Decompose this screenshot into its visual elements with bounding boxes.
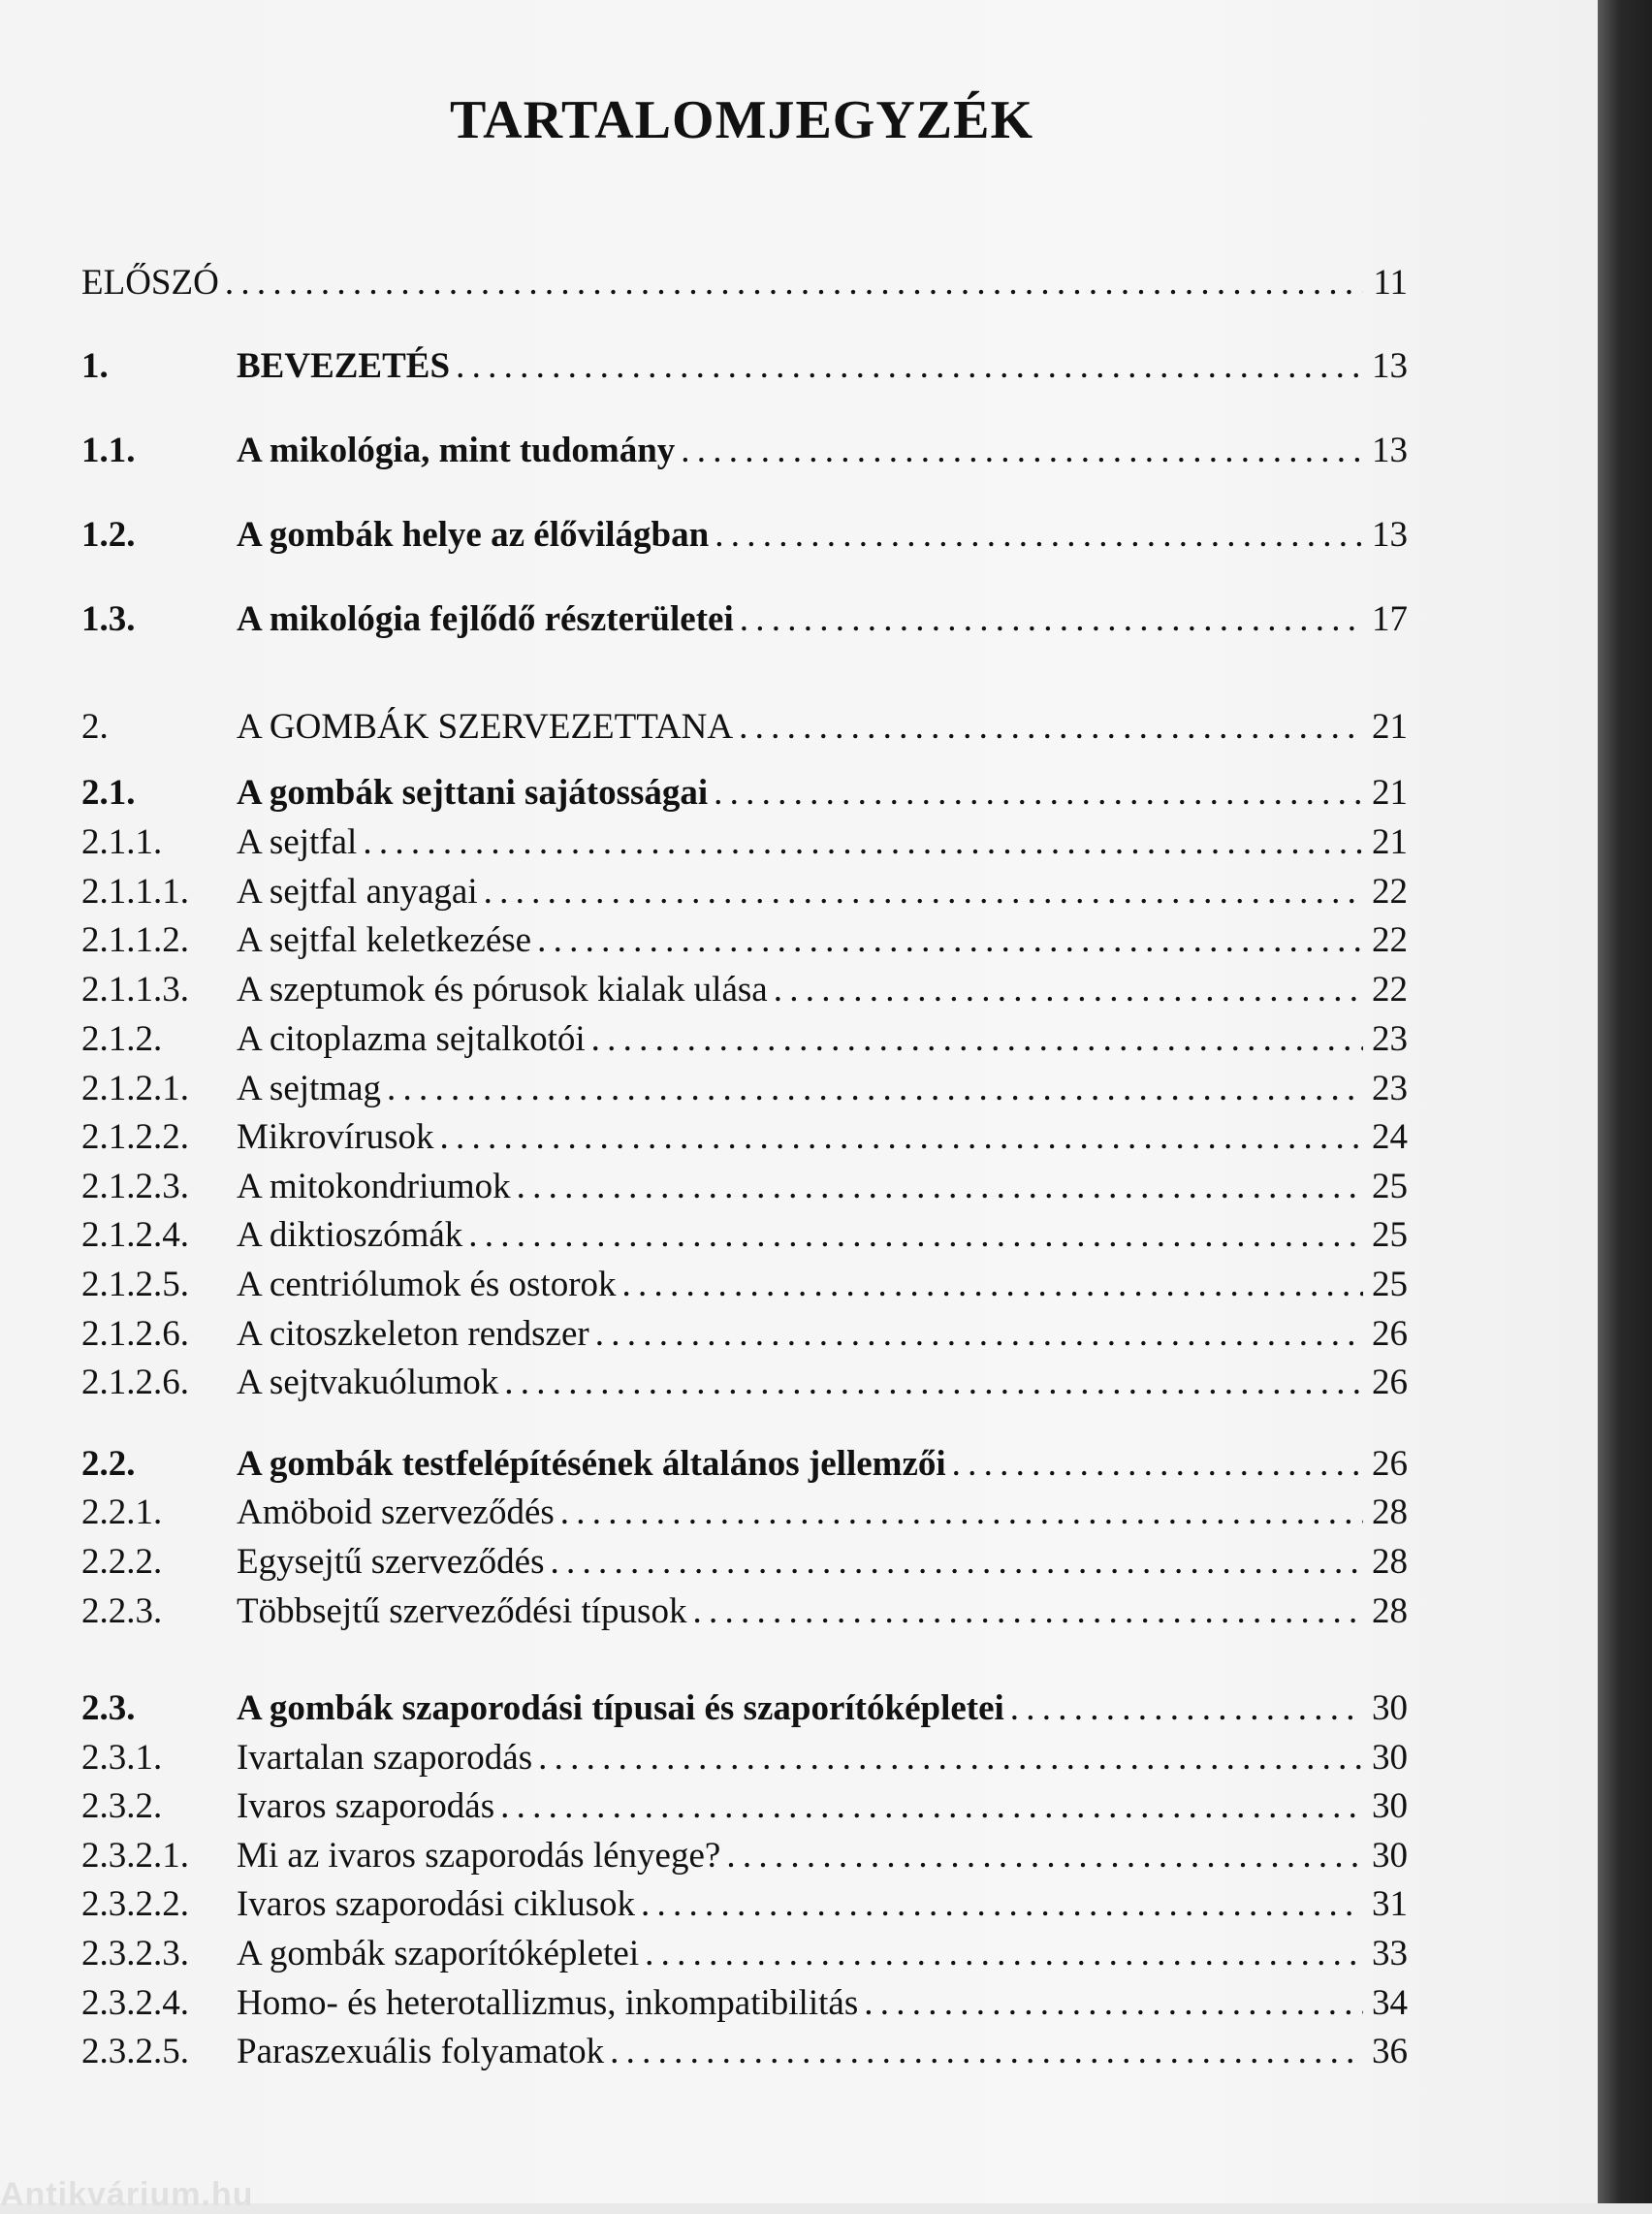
dot-leader — [468, 1212, 1363, 1259]
toc-entry — [81, 1881, 1408, 1928]
toc-entry-title: A GOMBÁK SZERVEZETTANA — [237, 707, 734, 747]
toc-entry-number: 2.3.2.4. — [81, 1983, 189, 2023]
dot-leader — [610, 2029, 1363, 2075]
toc-entry-title: Mi az ivaros szaporodás lényege? — [237, 1836, 721, 1876]
toc-entry-title: Mikrovírusok — [237, 1117, 434, 1157]
dot-leader — [500, 1783, 1363, 1830]
toc-entry — [81, 1441, 1408, 1488]
toc-entry-title: Ivaros szaporodási ciklusok — [237, 1884, 636, 1924]
toc-entry-title: A gombák sejttani sajátosságai — [237, 773, 709, 813]
toc-entry-page: 21 — [1372, 707, 1408, 747]
toc-entry-number: 2.3.1. — [81, 1738, 163, 1778]
dot-leader — [715, 512, 1363, 559]
toc-entry-number: 2.1.2.6. — [81, 1363, 189, 1402]
toc-entry-page: 24 — [1372, 1117, 1408, 1157]
dot-leader — [387, 1066, 1363, 1112]
dot-leader — [550, 1539, 1363, 1586]
toc-entry — [81, 2029, 1408, 2075]
dot-leader — [1010, 1685, 1363, 1732]
toc-entry — [81, 1685, 1408, 1732]
toc-entry-title: A gombák szaporítóképletei — [237, 1934, 640, 1973]
toc-entry-number: 2.1. — [81, 773, 136, 813]
toc-entry-title: Paraszexuális folyamatok — [237, 2032, 605, 2071]
toc-entry — [81, 869, 1408, 915]
toc-entry-title: A sejtfal — [237, 822, 358, 862]
toc-entry-page: 21 — [1372, 822, 1408, 862]
toc-entry — [81, 704, 1408, 751]
toc-entry-number: 2.2. — [81, 1444, 136, 1484]
toc-entry-page: 25 — [1372, 1265, 1408, 1304]
toc-entry-title: Homo- és heterotallizmus, inkompatibilitás — [237, 1983, 859, 2023]
dot-leader — [681, 428, 1363, 474]
toc-entry — [81, 1262, 1408, 1308]
toc-entry-title: A sejtvakuólumok — [237, 1363, 499, 1402]
dot-leader — [952, 1441, 1363, 1488]
toc-entry-page: 22 — [1372, 872, 1408, 912]
toc-entry-number: 1.2. — [81, 515, 136, 555]
toc-entry-page: 11 — [1373, 263, 1408, 303]
toc-entry-page: 17 — [1372, 599, 1408, 639]
toc-entry-page: 13 — [1372, 346, 1408, 386]
dot-leader — [591, 1016, 1363, 1063]
dot-leader — [517, 1164, 1363, 1210]
toc-entry-number: 2.1.1.2. — [81, 920, 189, 960]
toc-entry-page: 31 — [1372, 1884, 1408, 1924]
toc-entry-title: A sejtmag — [237, 1069, 382, 1108]
toc-entry-page: 30 — [1372, 1738, 1408, 1778]
toc-entry-number: 2.1.2.6. — [81, 1314, 189, 1354]
toc-entry-title: A mikológia, mint tudomány — [237, 431, 676, 470]
toc-entry — [81, 596, 1408, 643]
watermark: Antikvárium.hu — [0, 2176, 254, 2213]
toc-entry-page: 30 — [1372, 1786, 1408, 1826]
toc-entry-page: 25 — [1372, 1167, 1408, 1206]
toc-entry — [81, 917, 1408, 964]
toc-entry-number: 2.2.3. — [81, 1591, 163, 1631]
toc-entry — [81, 1539, 1408, 1586]
toc-entry-page: 28 — [1372, 1542, 1408, 1582]
toc-entry-title: BEVEZETÉS — [237, 346, 451, 386]
dot-leader — [537, 917, 1363, 964]
toc-entry-page: 21 — [1372, 773, 1408, 813]
toc-entry-page: 25 — [1372, 1215, 1408, 1255]
toc-entry-page: 13 — [1372, 515, 1408, 555]
dot-leader — [225, 260, 1363, 306]
dot-leader — [726, 1833, 1363, 1879]
toc-entry — [81, 1490, 1408, 1536]
toc-entry-number: 2.2.1. — [81, 1492, 163, 1532]
toc-entry — [81, 1931, 1408, 1977]
toc-entry-page: 22 — [1372, 920, 1408, 960]
dot-leader — [740, 596, 1363, 643]
toc-entry-page: 28 — [1372, 1492, 1408, 1532]
toc-entry-page: 26 — [1372, 1444, 1408, 1484]
toc-entry-number: 2.1.1.1. — [81, 872, 189, 912]
toc-entry — [81, 343, 1408, 390]
toc-entry-title: Egysejtű szerveződés — [237, 1542, 545, 1582]
toc-entry-page: 33 — [1372, 1934, 1408, 1973]
toc-entry-title: A citoszkeleton rendszer — [237, 1314, 589, 1354]
toc-entry-number: 2.3.2.1. — [81, 1836, 189, 1876]
dot-leader — [645, 1931, 1363, 1977]
toc-entry-page: 13 — [1372, 431, 1408, 470]
dot-leader — [560, 1490, 1363, 1536]
toc-entry — [81, 967, 1408, 1013]
toc-entry-title: Ivartalan szaporodás — [237, 1738, 533, 1778]
toc-entry-title: ELŐSZÓ — [81, 263, 219, 303]
toc-entry-title: A citoplazma sejtalkotói — [237, 1019, 586, 1059]
dot-leader — [714, 770, 1363, 817]
toc-entry-title: A mitokondriumok — [237, 1167, 511, 1206]
toc-entry — [81, 512, 1408, 559]
toc-entry-number: 2.1.2.4. — [81, 1215, 189, 1255]
toc-entry-number: 2.1.2.3. — [81, 1167, 189, 1206]
toc-entry-title: A sejtfal keletkezése — [237, 920, 532, 960]
dot-leader — [641, 1881, 1363, 1928]
toc-entry-title: A gombák testfelépítésének általános jellemzői — [237, 1444, 946, 1484]
dot-leader — [622, 1262, 1363, 1308]
toc-entry-number: 2.3.2. — [81, 1786, 163, 1826]
dot-leader — [363, 819, 1363, 866]
toc-entry-number: 2.3.2.5. — [81, 2032, 189, 2071]
toc-entry-title: A diktioszómák — [237, 1215, 463, 1255]
toc-entry — [81, 260, 1408, 306]
toc-entry-title: A gombák helye az élővilágban — [237, 515, 710, 555]
dot-leader — [538, 1735, 1363, 1781]
toc-entry — [81, 1588, 1408, 1635]
toc-entry-title: A szeptumok és pórusok kialak ulása — [237, 970, 768, 1010]
toc-entry-page: 34 — [1372, 1983, 1408, 2023]
toc-entry-number: 2.3. — [81, 1688, 136, 1728]
toc-entry-title: A sejtfal anyagai — [237, 872, 478, 912]
toc-entry — [81, 1980, 1408, 2027]
toc-entry-page: 22 — [1372, 970, 1408, 1010]
toc-entry-number: 2.1.1.3. — [81, 970, 189, 1010]
toc-entry-number: 1.1. — [81, 431, 136, 470]
toc-entry-number: 2.1.1. — [81, 822, 163, 862]
dot-leader — [440, 1114, 1364, 1161]
toc-entry — [81, 1735, 1408, 1781]
toc-entry-number: 2. — [81, 707, 109, 747]
toc-entry-page: 26 — [1372, 1314, 1408, 1354]
dot-leader — [484, 869, 1363, 915]
toc-entry-number: 1.3. — [81, 599, 136, 639]
toc-entry-page: 23 — [1372, 1069, 1408, 1108]
toc-entry-title: A mikológia fejlődő részterületei — [237, 599, 734, 639]
toc-entry-number: 1. — [81, 346, 109, 386]
toc-entry-number: 2.1.2.2. — [81, 1117, 189, 1157]
toc-entry-page: 26 — [1372, 1363, 1408, 1402]
toc-entry-title: A centriólumok és ostorok — [237, 1265, 617, 1304]
toc-entry — [81, 770, 1408, 817]
toc-entry — [81, 1212, 1408, 1259]
toc-entry-title: Többsejtű szerveződési típusok — [237, 1591, 687, 1631]
dot-leader — [774, 967, 1363, 1013]
toc-entry-number: 2.1.2.5. — [81, 1265, 189, 1304]
toc-entry-page: 30 — [1372, 1688, 1408, 1728]
toc-entry — [81, 1164, 1408, 1210]
toc-entry-page: 36 — [1372, 2032, 1408, 2071]
dot-leader — [456, 343, 1363, 390]
toc-entry-page: 30 — [1372, 1836, 1408, 1876]
dot-leader — [692, 1588, 1363, 1635]
toc-entry — [81, 819, 1408, 866]
toc-entry — [81, 1114, 1408, 1161]
toc-entry-title: Amöboid szerveződés — [237, 1492, 555, 1532]
dot-leader — [504, 1360, 1363, 1406]
book-spine — [1598, 0, 1652, 2203]
toc-entry — [81, 1066, 1408, 1112]
toc-entry-number: 2.2.2. — [81, 1542, 163, 1582]
toc-entry — [81, 1783, 1408, 1830]
toc-entry-number: 2.3.2.2. — [81, 1884, 189, 1924]
toc-entry-title: A gombák szaporodási típusai és szaporítóképletei — [237, 1688, 1004, 1728]
dot-leader — [864, 1980, 1363, 2027]
toc-entry-title: Ivaros szaporodás — [237, 1786, 495, 1826]
toc-entry-number: 2.3.2.3. — [81, 1934, 189, 1973]
toc-entry — [81, 1311, 1408, 1358]
toc-entry-number: 2.1.2. — [81, 1019, 163, 1059]
dot-leader — [595, 1311, 1363, 1358]
toc-entry — [81, 1016, 1408, 1063]
dot-leader — [739, 704, 1363, 751]
toc-entry-page: 28 — [1372, 1591, 1408, 1631]
toc-entry-page: 23 — [1372, 1019, 1408, 1059]
page-title: TARTALOMJEGYZÉK — [449, 90, 1034, 150]
toc-entry-number: 2.1.2.1. — [81, 1069, 189, 1108]
toc-entry — [81, 428, 1408, 474]
toc-entry — [81, 1833, 1408, 1879]
toc-entry — [81, 1360, 1408, 1406]
